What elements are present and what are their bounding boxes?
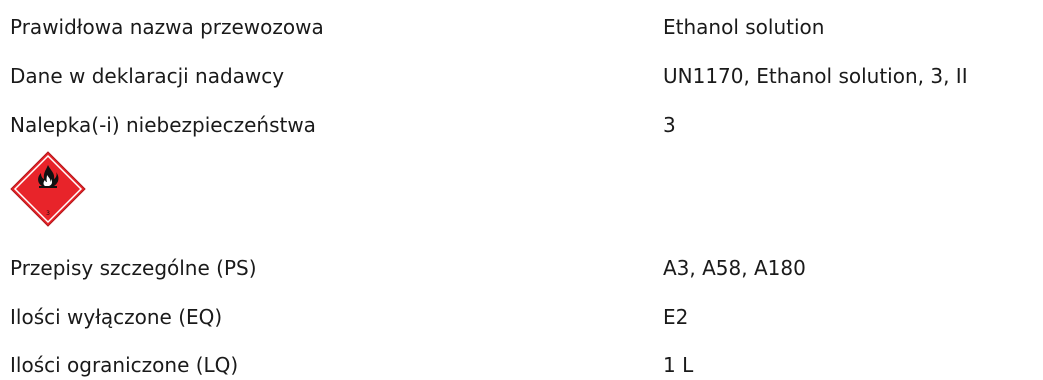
row-special-provisions xyxy=(0,253,1043,283)
label-excepted-quantities: Ilości wyłączone (EQ) xyxy=(10,305,223,329)
label-hazard-labels: Nalepka(-i) niebezpieczeństwa xyxy=(10,113,316,137)
value-shipper-declaration: UN1170, Ethanol solution, 3, II xyxy=(663,64,968,88)
row-excepted-quantities xyxy=(0,302,1043,332)
value-excepted-quantities: E2 xyxy=(663,305,689,329)
label-proper-shipping-name: Prawidłowa nazwa przewozowa xyxy=(10,15,324,39)
row-shipper-declaration xyxy=(0,61,1043,91)
label-limited-quantities: Ilości ograniczone (LQ) xyxy=(10,353,239,377)
row-proper-shipping-name xyxy=(0,12,1043,42)
value-limited-quantities: 1 L xyxy=(663,353,694,377)
value-special-provisions: A3, A58, A180 xyxy=(663,256,806,280)
value-hazard-labels: 3 xyxy=(663,113,676,137)
label-shipper-declaration: Dane w deklaracji nadawcy xyxy=(10,64,285,88)
hazard-class-number: 3 xyxy=(46,210,50,217)
row-hazard-labels xyxy=(0,110,1043,140)
flammable-liquid-class-3-icon xyxy=(10,151,86,227)
value-proper-shipping-name: Ethanol solution xyxy=(663,15,825,39)
label-special-provisions: Przepisy szczególne (PS) xyxy=(10,256,257,280)
